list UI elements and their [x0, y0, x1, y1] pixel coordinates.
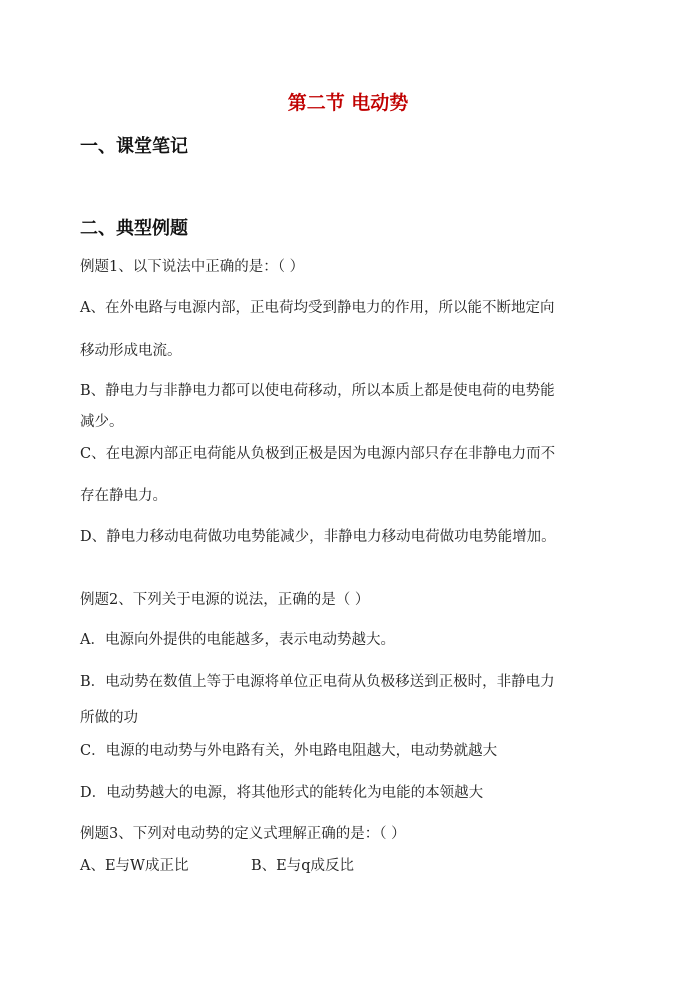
page-title: 第二节 电动势	[287, 92, 409, 114]
question-1-option-c-line1: C、在电源内部正电荷能从负极到正极是因为电源内部只存在非静电力而不	[80, 446, 556, 462]
question-2-option-b-line2: 所做的功	[80, 710, 138, 726]
question-2-option-d: D．电动势越大的电源，将其他形式的能转化为电能的本领越大	[80, 785, 484, 801]
question-2-stem: 例题2、下列关于电源的说法，正确的是（ ）	[80, 592, 370, 608]
question-1-option-a-line2: 移动形成电流。	[80, 343, 182, 359]
question-3-stem: 例题3、下列对电动势的定义式理解正确的是：（ ）	[80, 826, 406, 842]
question-1-option-d: D、静电力移动电荷做功电势能减少，非静电力移动电荷做功电势能增加。	[80, 529, 556, 545]
question-1-option-b-line1: B、静电力与非静电力都可以使电荷移动，所以本质上都是使电荷的电势能	[80, 383, 555, 399]
question-3-option-a: A、E与W成正比	[80, 858, 189, 874]
question-3-option-b: B、E与q成反比	[251, 858, 355, 874]
question-2-option-a: A．电源向外提供的电能越多，表示电动势越大。	[80, 632, 395, 648]
question-1-stem: 例题1、以下说法中正确的是：（ ）	[80, 259, 305, 275]
section-heading-notes: 一、课堂笔记	[80, 136, 188, 157]
question-1-option-c-line2: 存在静电力。	[80, 488, 167, 504]
question-1-option-a-line1: A、在外电路与电源内部，正电荷均受到静电力的作用，所以能不断地定向	[80, 300, 555, 316]
question-2-option-b-line1: B．电动势在数值上等于电源将单位正电荷从负极移送到正极时，非静电力	[80, 674, 555, 690]
question-2-option-c: C．电源的电动势与外电路有关，外电路电阻越大，电动势就越大	[80, 743, 498, 759]
section-heading-examples: 二、典型例题	[80, 218, 188, 239]
question-1-option-b-line2: 减少。	[80, 414, 124, 430]
